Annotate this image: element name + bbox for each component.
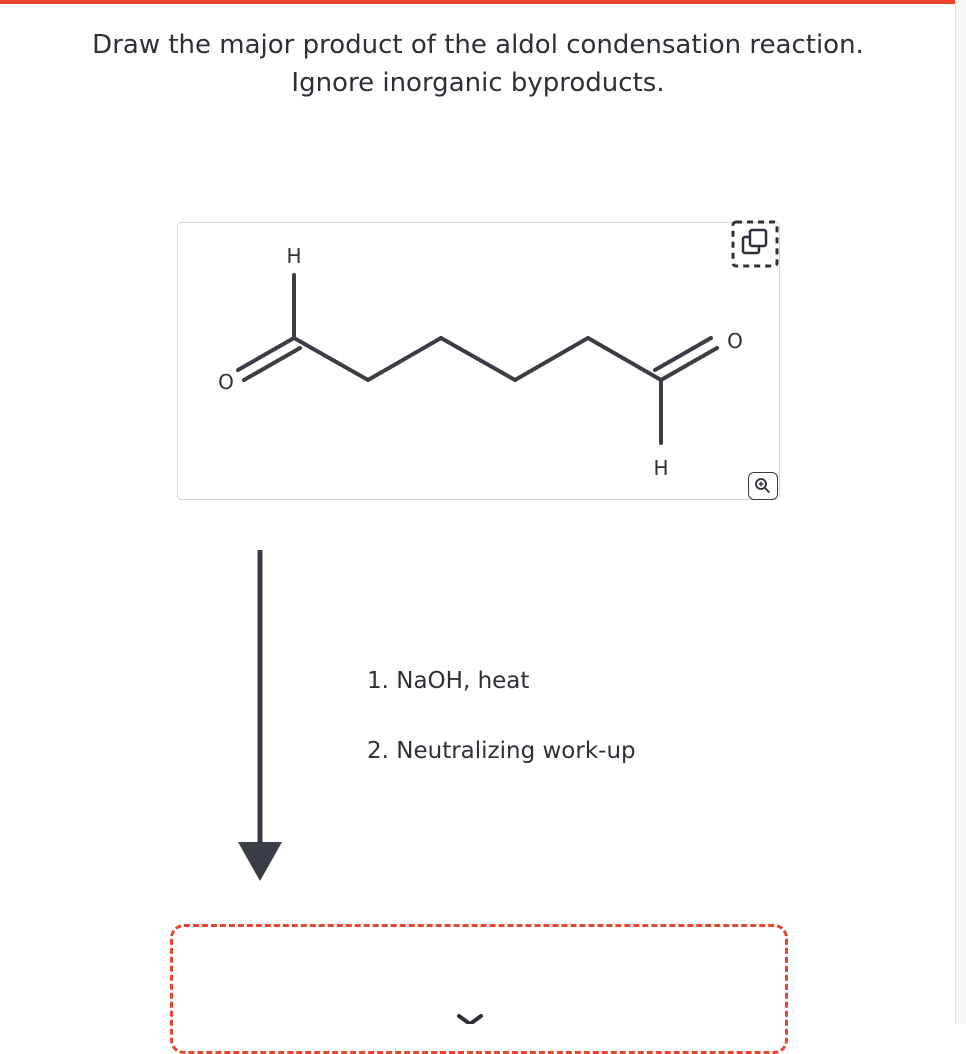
zoom-button[interactable] xyxy=(748,472,778,500)
copy-structure-button[interactable] xyxy=(731,220,779,268)
atom-label-o-right: O xyxy=(727,329,743,353)
bond-c5-c6 xyxy=(588,338,661,380)
bond-c2-c3 xyxy=(368,338,441,380)
copy-structure-icon xyxy=(731,220,779,268)
reagent-step-2: 2. Neutralizing work-up xyxy=(367,738,636,764)
answer-drop-zone[interactable] xyxy=(170,924,788,1054)
reaction-arrow xyxy=(238,550,282,881)
atom-label-o-left: O xyxy=(218,370,234,394)
question-line-2: Ignore inorganic byproducts. xyxy=(291,68,665,98)
atom-label-h-bottom: H xyxy=(653,456,669,480)
chevron-down-icon xyxy=(455,1012,485,1024)
bond-c3-c4 xyxy=(441,338,515,380)
zoom-in-icon xyxy=(749,473,776,498)
bond-c1-c2 xyxy=(294,338,368,380)
reagent-step-1: 1. NaOH, heat xyxy=(367,668,530,694)
bond-c4-c5 xyxy=(515,338,588,380)
question-line-1: Draw the major product of the aldol condensation reaction. xyxy=(92,30,864,60)
atom-label-h-top: H xyxy=(286,244,302,268)
